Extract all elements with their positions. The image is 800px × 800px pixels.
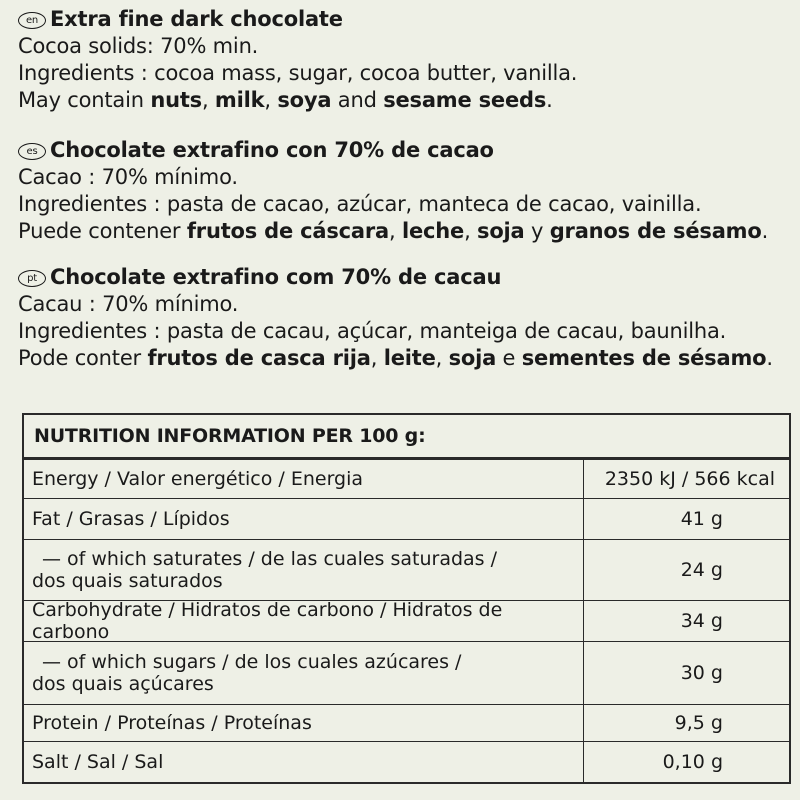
nutrient-label [24, 460, 584, 498]
allergen: nuts [150, 88, 202, 112]
spanish-badge: es [18, 143, 46, 160]
nutrition-header: NUTRITION INFORMATION PER 100 g: [24, 415, 789, 459]
english-title: Extra fine dark chocolate [50, 7, 343, 31]
english-ingredients: Ingredients : cocoa mass, sugar, cocoa butter, vanilla. [18, 61, 578, 85]
table-row [24, 704, 789, 741]
nutrient-value: 24 g [680, 559, 723, 581]
table-row [24, 459, 789, 498]
separator: , [370, 346, 384, 370]
nutrient-label-line: — of which saturates / de las cuales saturadas / [42, 548, 498, 570]
nutrient-label-line: Salt / Sal / Sal [32, 751, 164, 773]
allergen: frutos de cáscara [186, 219, 390, 243]
allergen: granos de sésamo [549, 219, 762, 243]
nutrient-value: 30 g [680, 662, 723, 684]
allergen-prefix: Pode conter [18, 346, 148, 370]
portuguese-ingredients: Ingredientes : pasta de cacau, açúcar, manteiga de cacau, baunilha. [18, 319, 727, 343]
spanish-ingredients: Ingredientes : pasta de cacao, azúcar, manteca de cacao, vainilla. [18, 192, 702, 216]
nutrient-label [24, 705, 584, 741]
portuguese-title-line [18, 264, 788, 291]
nutrient-label [24, 540, 584, 600]
allergen: soja [448, 346, 497, 370]
nutrient-value: 9,5 g [674, 712, 723, 734]
separator: , [201, 88, 215, 112]
spanish-allergens [18, 218, 788, 245]
english-title-line [18, 6, 788, 33]
allergen-prefix: May contain [18, 88, 151, 112]
nutrient-label [24, 642, 584, 704]
portuguese-allergens [18, 345, 788, 372]
spanish-title: Chocolate extrafino con 70% de cacao [50, 138, 494, 162]
english-cocoa: Cocoa solids: 70% min. [18, 34, 259, 58]
english-section [18, 6, 788, 114]
allergen: leche [401, 219, 465, 243]
allergen: sesame seeds [383, 88, 547, 112]
nutrient-label-line: — of which sugars / de los cuales azúcares / [42, 651, 462, 673]
allergen-prefix: Puede contener [18, 219, 187, 243]
table-row [24, 539, 789, 600]
nutrient-value: 41 g [680, 508, 723, 530]
allergen: milk [214, 88, 265, 112]
nutrition-table [22, 413, 791, 784]
spanish-section [18, 137, 788, 245]
allergen-suffix: . [761, 219, 769, 243]
nutrient-label-line: Protein / Proteínas / Proteínas [32, 712, 312, 734]
nutrient-label-line: dos quais saturados [32, 570, 223, 592]
nutrient-label-line: Energy / Valor energético / Energia [32, 468, 364, 490]
english-allergens [18, 87, 788, 114]
table-row [24, 600, 789, 641]
separator: e [496, 346, 522, 370]
separator: , [435, 346, 449, 370]
nutrient-label-line: Carbohydrate / Hidratos de carbono / Hidratos de carbono [32, 599, 503, 643]
table-row [24, 498, 789, 539]
portuguese-cocoa: Cacau : 70% mínimo. [18, 292, 239, 316]
spanish-cocoa: Cacao : 70% mínimo. [18, 165, 238, 189]
allergen-suffix: . [766, 346, 773, 370]
allergen-suffix: . [546, 88, 553, 112]
english-badge: en [18, 12, 46, 29]
portuguese-badge: pt [18, 270, 46, 287]
allergen: soja [477, 219, 525, 243]
separator: , [464, 219, 478, 243]
nutrient-value: 0,10 g [662, 751, 723, 773]
separator: y [524, 219, 550, 243]
separator: and [331, 88, 384, 112]
nutrient-label [24, 499, 584, 539]
nutrient-value: 2350 kJ / 566 kcal [604, 468, 775, 490]
allergen: leite [383, 346, 436, 370]
nutrient-label-line: Fat / Grasas / Lípidos [32, 508, 230, 530]
table-row [24, 741, 789, 782]
spanish-title-line [18, 137, 788, 164]
allergen: soya [277, 88, 332, 112]
nutrient-label [24, 742, 584, 782]
nutrient-label [24, 601, 584, 641]
allergen: frutos de casca rija [147, 346, 371, 370]
table-row [24, 641, 789, 704]
nutrient-label-line: dos quais açúcares [32, 673, 214, 695]
separator: , [264, 88, 278, 112]
separator: , [389, 219, 402, 243]
allergen: sementes de sésamo [521, 346, 767, 370]
nutrient-value: 34 g [680, 610, 723, 632]
portuguese-title: Chocolate extrafino com 70% de cacau [50, 265, 502, 289]
portuguese-section [18, 264, 788, 372]
